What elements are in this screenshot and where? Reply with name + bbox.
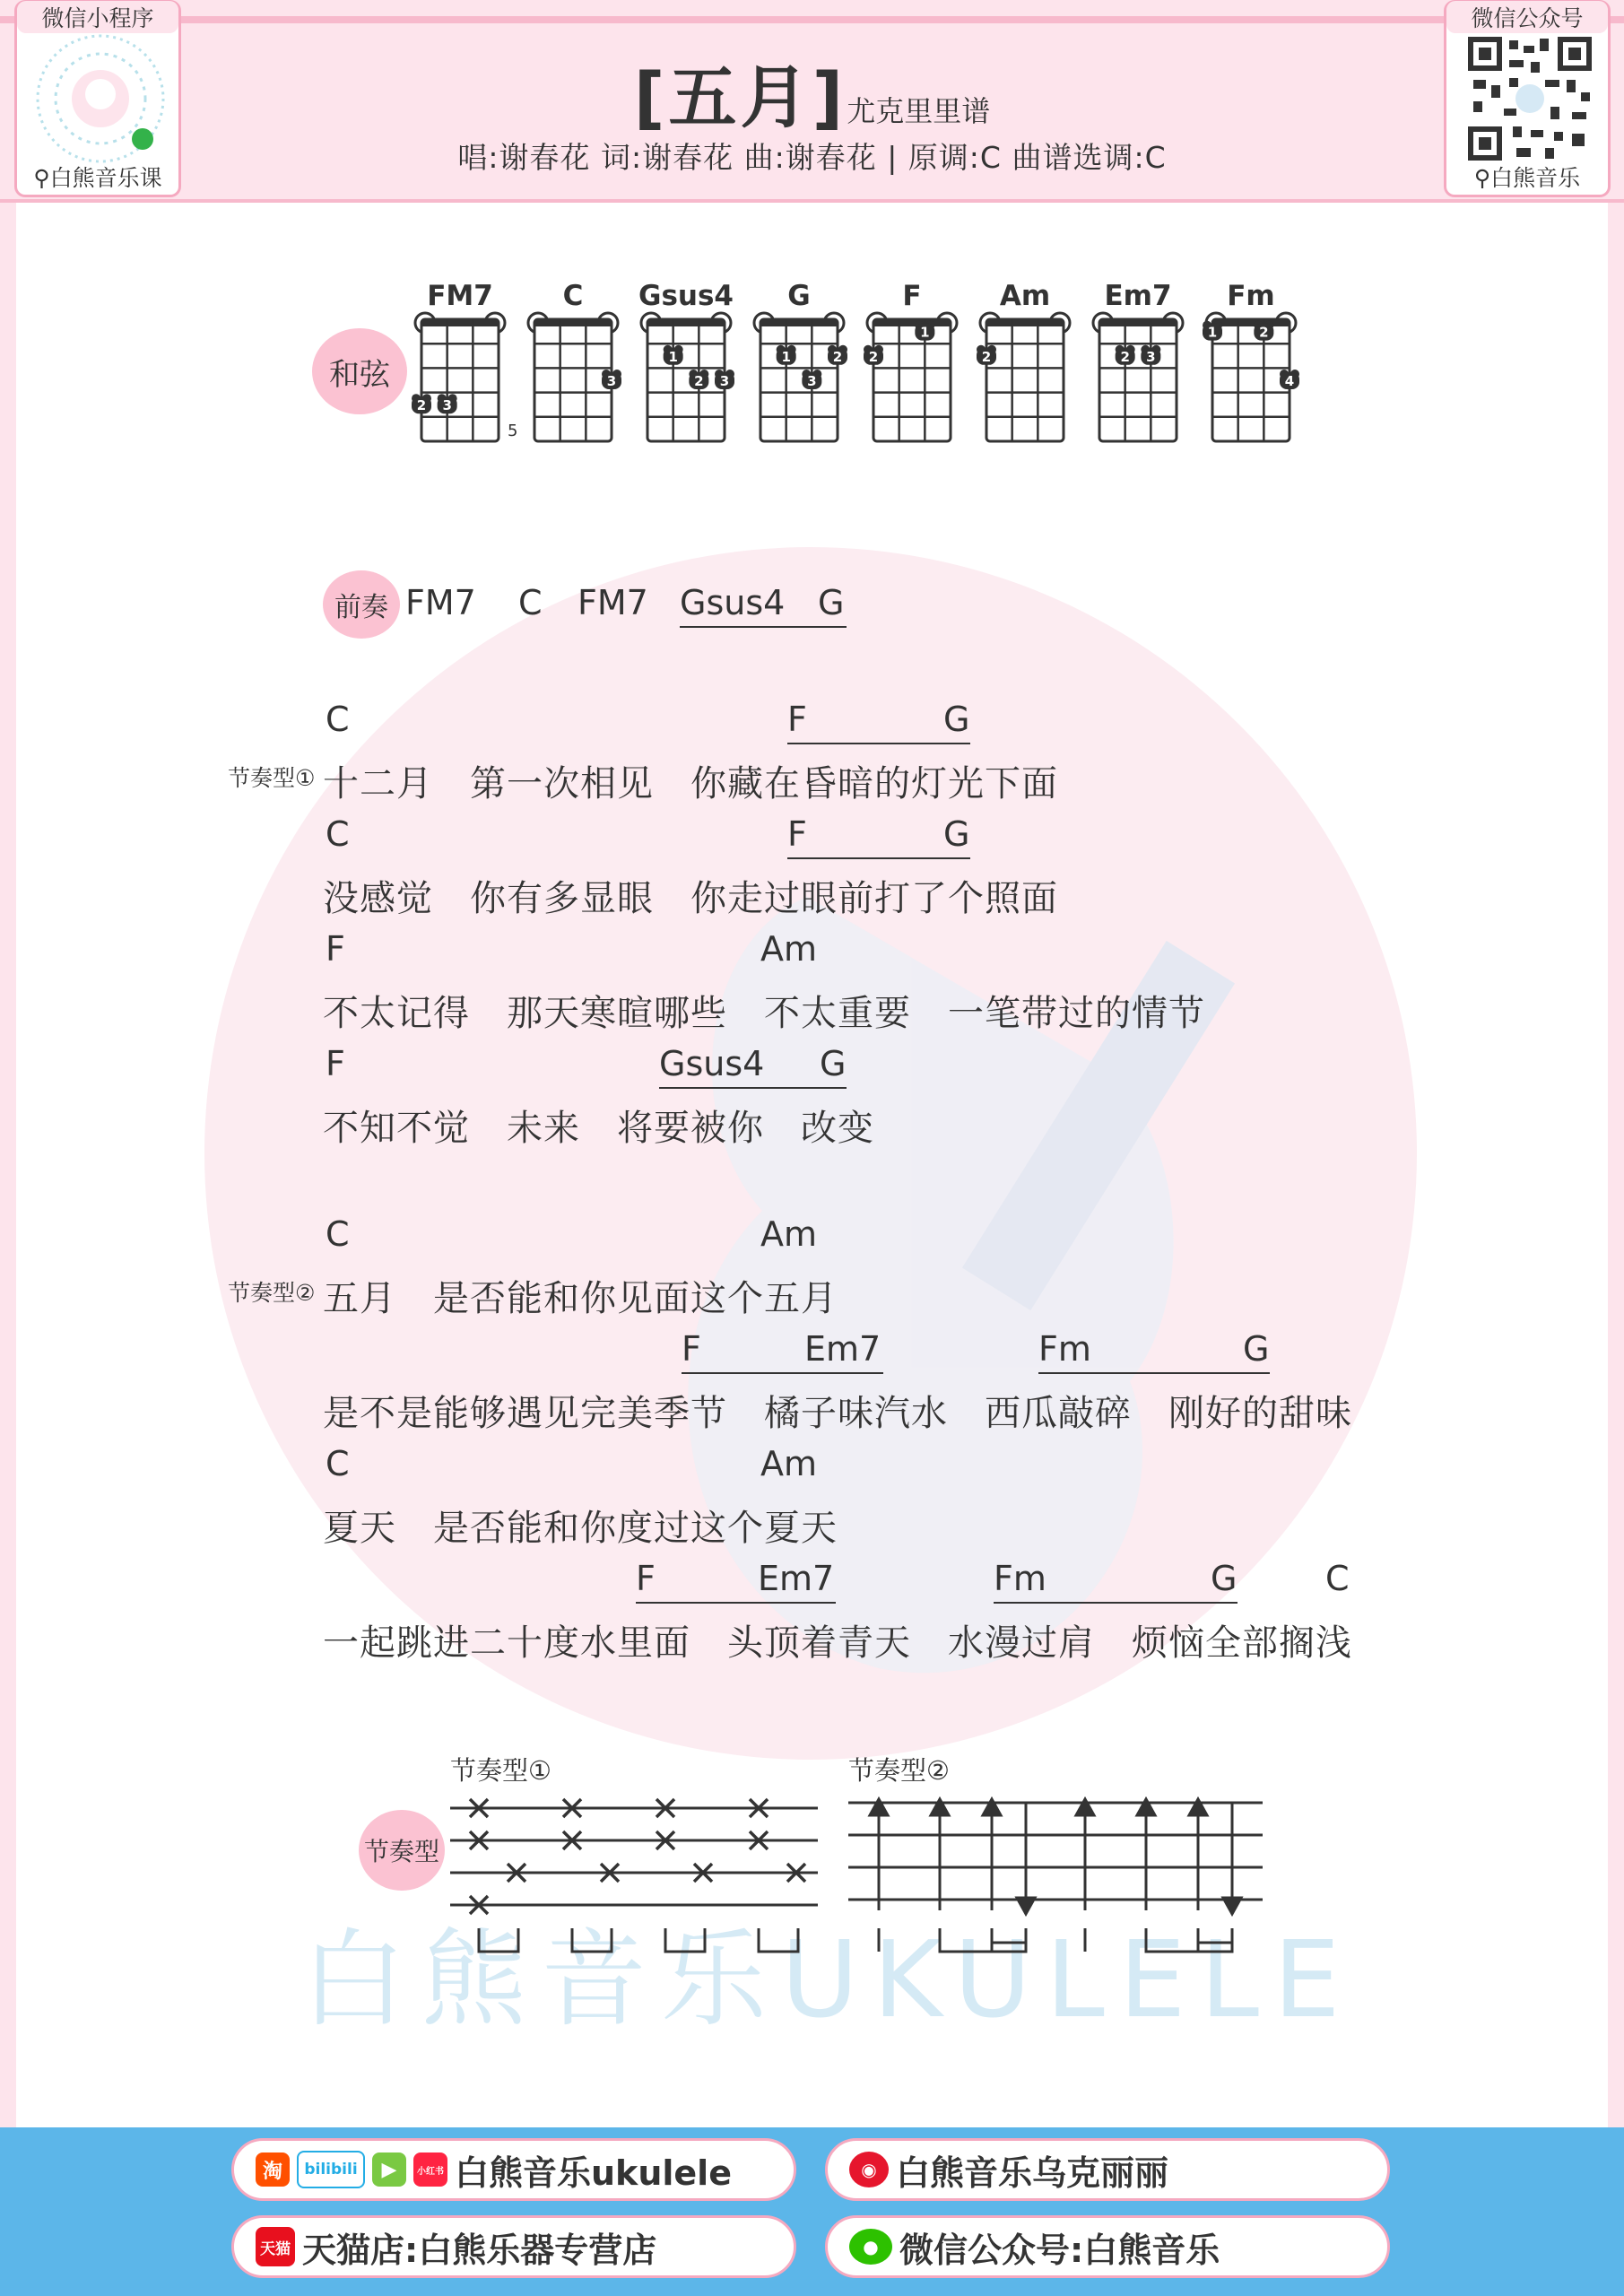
lyric-line: 没感觉 你有多显眼 你走过眼前打了个照面	[323, 878, 1058, 919]
finger-number: 2	[416, 397, 427, 414]
rhythm-label: 节奏型	[359, 1810, 445, 1891]
finger-number: 3	[807, 373, 817, 389]
chord-label: C	[326, 700, 350, 739]
lyric-line: 不太记得 那天寒暄哪些 不太重要 一笔带过的情节	[323, 993, 1205, 1034]
mini-program-label: 微信小程序	[17, 1, 178, 33]
footer-link-wechat[interactable]	[825, 2215, 1390, 2278]
finger-number: 4	[1284, 373, 1295, 389]
chord-name-fm: Fm	[1227, 280, 1275, 312]
chord-label: Em7	[804, 1329, 881, 1369]
rhythm-pattern-2	[848, 1799, 1263, 1952]
section-rhythm-tag: 节奏型①	[228, 765, 316, 791]
prelude-chord: C	[518, 583, 543, 622]
prelude-chord: G	[818, 583, 845, 622]
finger-number: 3	[606, 373, 617, 389]
chord-label: C	[1325, 1559, 1350, 1598]
footer-link-weibo[interactable]	[825, 2138, 1390, 2201]
finger-number: 2	[694, 373, 704, 389]
finger-number: 1	[668, 348, 678, 365]
footer-link-1-text: 白熊音乐ukulele	[455, 2152, 732, 2193]
chord-name-gsus4: Gsus4	[638, 280, 734, 312]
tmall-icon: 天猫	[256, 2227, 295, 2266]
lyric-line: 夏天 是否能和你度过这个夏天	[323, 1508, 838, 1549]
finger-number: 2	[1120, 348, 1130, 365]
chord-label: F	[326, 929, 345, 969]
lyric-line: 是不是能够遇见完美季节 橘子味汽水 西瓜敲碎 刚好的甜味	[323, 1393, 1352, 1434]
footer-link-platforms[interactable]	[231, 2138, 796, 2201]
chord-label: Fm	[1038, 1329, 1091, 1369]
chord-label: Gsus4	[659, 1044, 765, 1083]
prelude-label: 前奏	[323, 570, 400, 639]
video-play-icon: ▶	[372, 2152, 406, 2187]
chord-label: Fm	[994, 1559, 1046, 1598]
prelude-chord: FM7	[405, 583, 476, 622]
finger-number: 3	[719, 373, 730, 389]
finger-number: 2	[832, 348, 843, 365]
rhythm-pattern-1	[450, 1799, 818, 1952]
chord-name-c: C	[562, 280, 584, 312]
finger-number: 1	[1207, 324, 1218, 341]
lyric-line: 十二月 第一次相见 你藏在昏暗的灯光下面	[323, 763, 1058, 804]
finger-number: 3	[442, 397, 452, 414]
title-suffix: 尤克里里谱	[847, 94, 991, 128]
chord-label: Am	[760, 1444, 818, 1483]
chord-name-am: Am	[999, 280, 1051, 312]
chord-label: C	[326, 1444, 350, 1483]
bilibili-icon: bilibili	[297, 2151, 365, 2188]
finger-number: 1	[920, 324, 930, 341]
chord-label: G	[943, 700, 970, 739]
lyric-line: 一起跳进二十度水里面 头顶着青天 水漫过肩 烦恼全部搁浅	[323, 1622, 1352, 1664]
title-text: [五月]	[633, 57, 847, 137]
chord-label: Em7	[758, 1559, 835, 1598]
footer-link-4-text: 微信公众号:白熊音乐	[899, 2230, 1220, 2270]
chord-label: G	[820, 1044, 847, 1083]
chord-label: F	[682, 1329, 701, 1369]
chord-label: Am	[760, 1214, 818, 1254]
chords-label: 和弦	[312, 328, 407, 414]
lyric-line: 五月 是否能和你见面这个五月	[323, 1278, 838, 1319]
rhythm-pattern-2-label: 节奏型②	[848, 1755, 950, 1786]
chord-label: C	[326, 1214, 350, 1254]
wechat-icon: ●	[849, 2229, 892, 2265]
chord-label: F	[636, 1559, 656, 1598]
footer-link-3-text: 天猫店:白熊乐器专营店	[302, 2230, 657, 2270]
chord-label: C	[326, 814, 350, 854]
official-account-label: 微信公众号	[1446, 1, 1608, 33]
song-credits: 唱:谢春花 词:谢春花 曲:谢春花 | 原调:C 曲谱选调:C	[457, 140, 1167, 175]
footer	[0, 2127, 1624, 2296]
official-account-name: ⚲白熊音乐	[1473, 165, 1581, 191]
chord-name-fm7: FM7	[427, 280, 493, 312]
xiaohongshu-icon: 小红书	[413, 2152, 447, 2187]
chord-label: F	[787, 700, 807, 739]
chord-label: G	[943, 814, 970, 854]
finger-number: 2	[1259, 324, 1269, 341]
rhythm-pattern-1-label: 节奏型①	[450, 1755, 551, 1786]
prelude-chord: Gsus4	[680, 583, 786, 622]
lyric-line: 不知不觉 未来 将要被你 改变	[323, 1108, 874, 1149]
footer-link-tmall[interactable]	[231, 2215, 796, 2278]
section-rhythm-tag: 节奏型②	[228, 1280, 316, 1306]
fret-position-label: 5	[508, 422, 518, 440]
finger-number: 2	[981, 348, 992, 365]
finger-number: 1	[781, 348, 791, 365]
chord-label: G	[1243, 1329, 1270, 1369]
finger-number: 3	[1146, 348, 1156, 365]
chord-label: F	[787, 814, 807, 854]
chord-name-em7: Em7	[1104, 280, 1172, 312]
weibo-icon: ◉	[849, 2152, 889, 2187]
taobao-icon: 淘	[256, 2152, 290, 2187]
prelude-chord: FM7	[578, 583, 648, 622]
footer-link-2-text: 白熊音乐乌克丽丽	[896, 2152, 1169, 2193]
mini-program-name: ⚲白熊音乐课	[33, 165, 162, 191]
chord-label: Am	[760, 929, 818, 969]
chord-name-f: F	[902, 280, 922, 312]
chord-label: F	[326, 1044, 345, 1083]
finger-number: 2	[868, 348, 879, 365]
chord-name-g: G	[787, 280, 811, 312]
watermark-text: 白熊音乐UKULELE	[300, 1918, 1355, 2041]
chord-label: G	[1211, 1559, 1238, 1598]
